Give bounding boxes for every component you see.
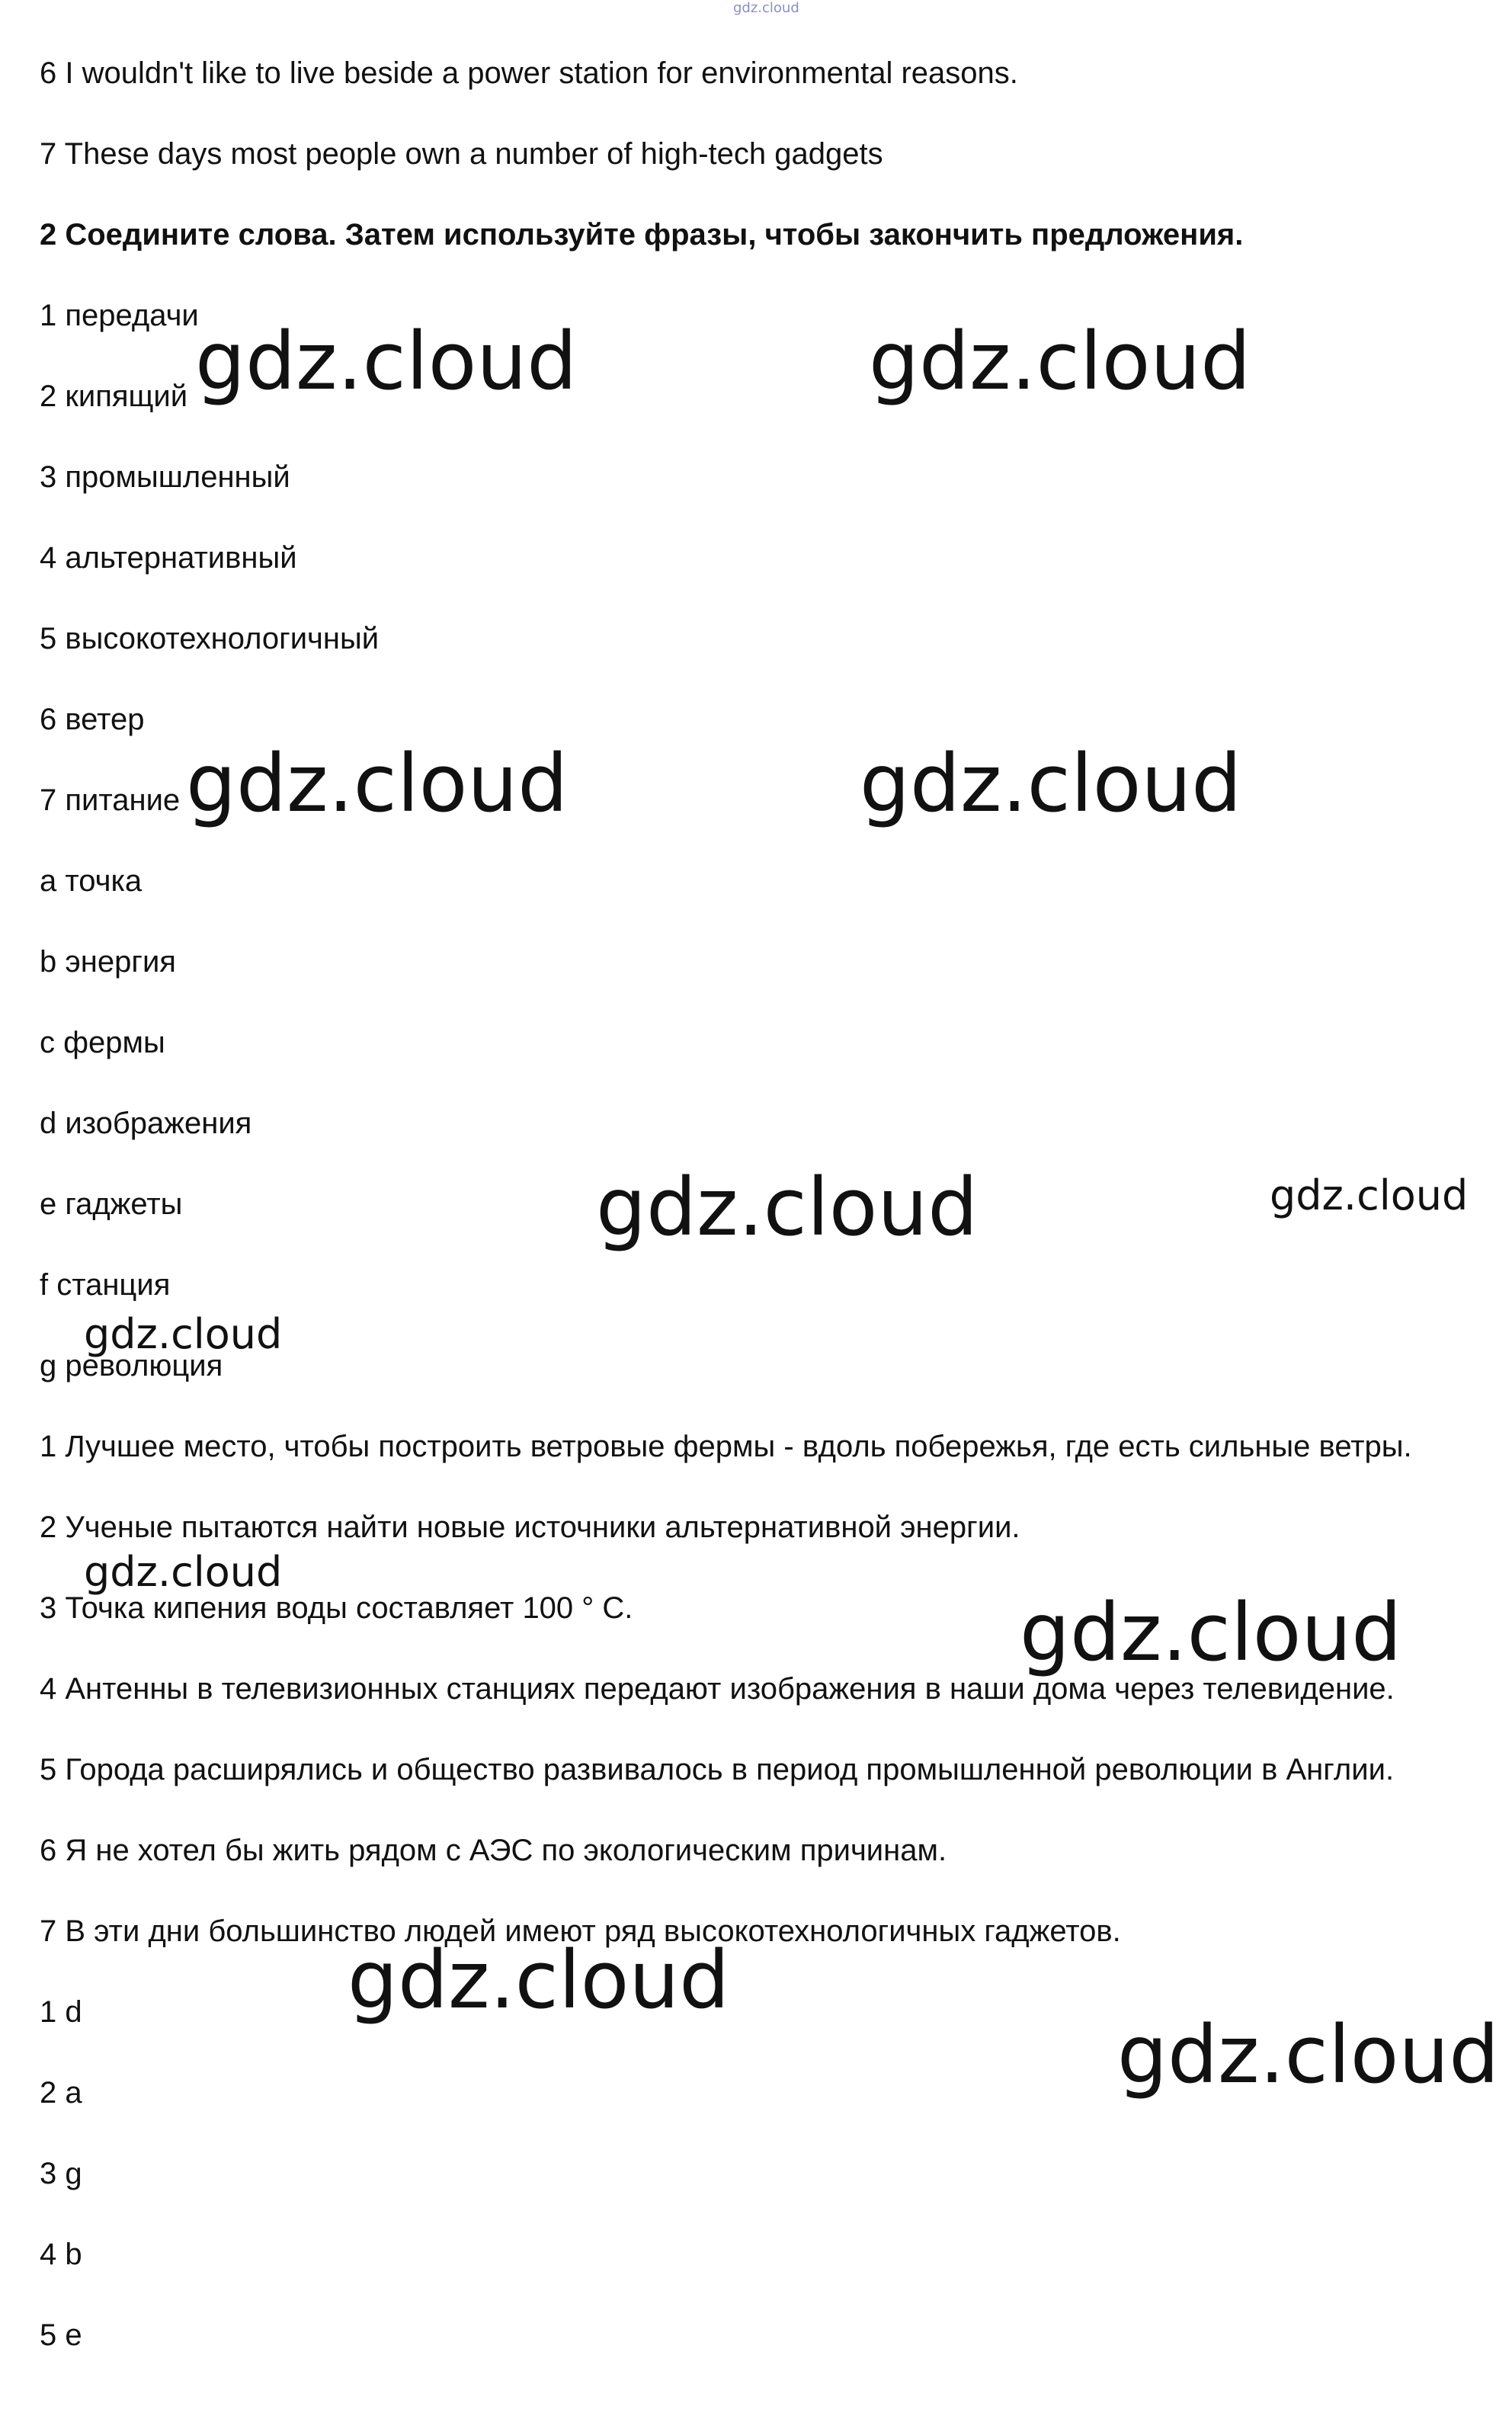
word-item-f: f станция — [40, 1268, 171, 1302]
sentence-ru-1: 1 Лучшее место, чтобы построить ветровые фермы - вдоль побережья, где есть сильные ветры. — [40, 1430, 1412, 1463]
watermark: gdz.cloud — [348, 1934, 730, 2027]
watermark: gdz.cloud — [195, 315, 578, 408]
watermark: gdz.cloud — [186, 737, 569, 830]
sentence-ru-3: 3 Точка кипения воды составляет 100 ° C. — [40, 1591, 633, 1625]
word-item-3: 3 промышленный — [40, 460, 290, 494]
word-item-4: 4 альтернативный — [40, 541, 297, 575]
sentence-en-6: 6 I wouldn't like to live beside a power station for environmental reasons. — [40, 56, 1018, 90]
word-item-d: d изображения — [40, 1107, 252, 1140]
word-item-a: a точка — [40, 864, 143, 898]
answer-5: 5 e — [40, 2318, 82, 2352]
word-item-e: e гаджеты — [40, 1187, 183, 1221]
watermark: gdz.cloud — [860, 737, 1242, 830]
watermark: gdz.cloud — [596, 1161, 979, 1254]
sentence-ru-5: 5 Города расширялись и общество развивалось в период промышленной революции в Англии. — [40, 1753, 1395, 1786]
top-watermark: gdz.cloud — [733, 0, 799, 16]
answer-1: 1 d — [40, 1995, 82, 2029]
answer-2: 2 a — [40, 2076, 82, 2110]
word-item-6: 6 ветер — [40, 703, 145, 736]
watermark: gdz.cloud — [1020, 1586, 1402, 1679]
sentence-en-7: 7 These days most people own a number of high-tech gadgets — [40, 137, 883, 171]
word-item-b: b энергия — [40, 945, 176, 979]
exercise-heading: 2 Соедините слова. Затем используйте фразы, чтобы закончить предложения. — [40, 218, 1244, 252]
watermark: gdz.cloud — [84, 1548, 283, 1596]
watermark: gdz.cloud — [869, 315, 1251, 408]
word-item-5: 5 высокотехнологичный — [40, 622, 380, 655]
sentence-ru-6: 6 Я не хотел бы жить рядом с АЭС по экологическим причинам. — [40, 1834, 947, 1867]
answer-4: 4 b — [40, 2238, 82, 2271]
word-item-c: c фермы — [40, 1026, 165, 1059]
word-item-7: 7 питание — [40, 783, 181, 817]
word-item-g: g революция — [40, 1349, 223, 1383]
watermark: gdz.cloud — [84, 1310, 283, 1358]
sentence-ru-7: 7 В эти дни большинство людей имеют ряд высокотехнологичных гаджетов. — [40, 1914, 1121, 1948]
sentence-ru-4: 4 Антенны в телевизионных станциях передают изображения в наши дома через телевидение. — [40, 1672, 1395, 1706]
watermark: gdz.cloud — [1270, 1171, 1469, 1219]
word-item-2: 2 кипящий — [40, 380, 188, 413]
sentence-ru-2: 2 Ученые пытаются найти новые источники альтернативной энергии. — [40, 1511, 1020, 1544]
answer-3: 3 g — [40, 2157, 82, 2190]
watermark: gdz.cloud — [1117, 2008, 1500, 2101]
word-item-1: 1 передачи — [40, 299, 199, 332]
